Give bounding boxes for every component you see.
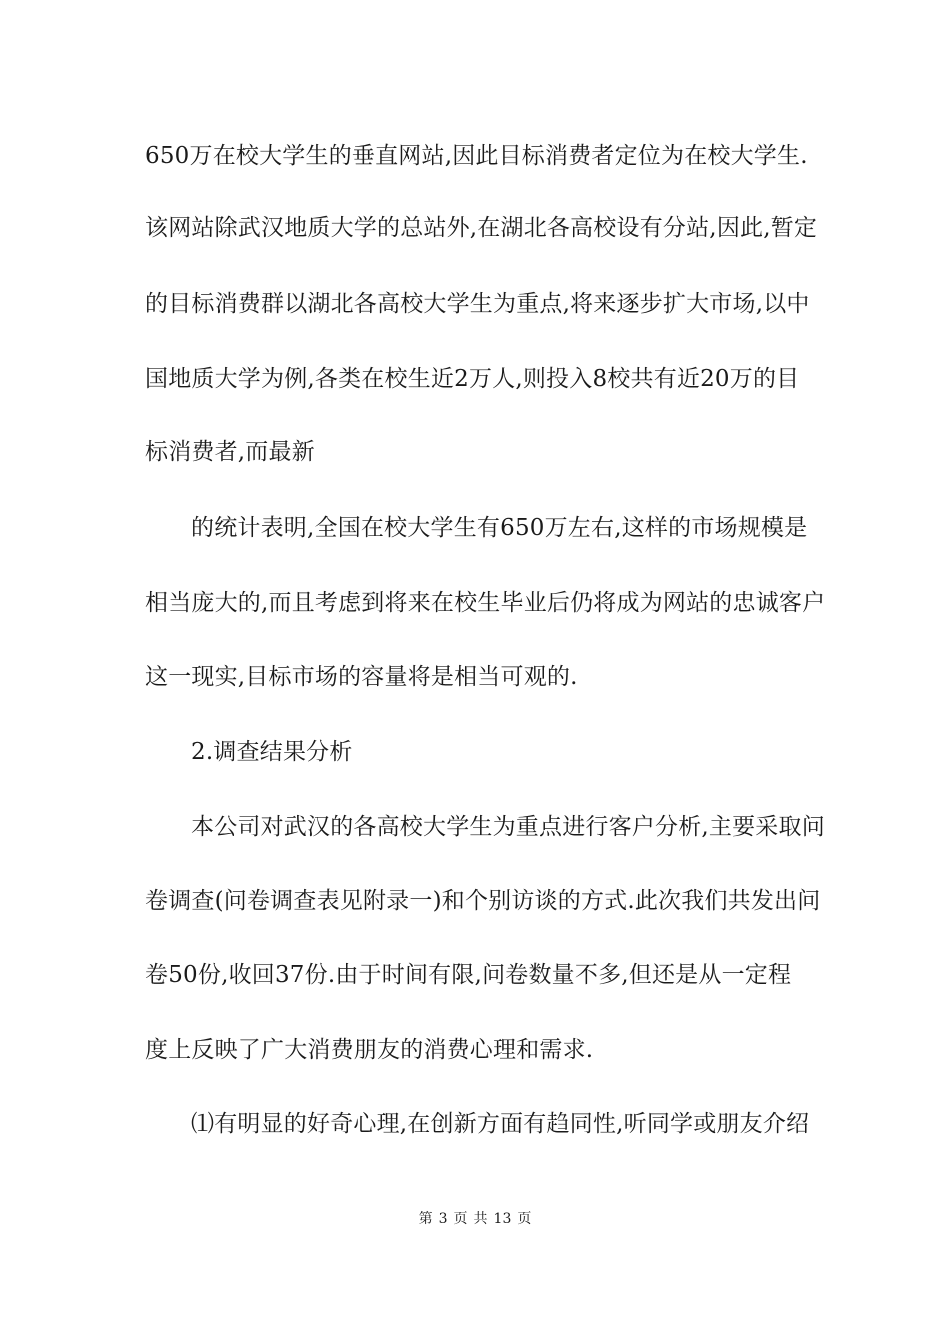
footer-suffix: 页 (517, 1211, 532, 1227)
body-text-line: 国地质大学为例,各类在校生近2万人,则投入8校共有近20万的目 (145, 366, 800, 392)
footer-current-page: 3 (438, 1211, 448, 1227)
body-text-line: 标消费者,而最新 (145, 439, 315, 465)
body-text-line: 的目标消费群以湖北各高校大学生为重点,将来逐步扩大市场,以中 (145, 291, 810, 317)
footer-total-pages: 13 (493, 1211, 512, 1227)
body-text-line: 相当庞大的,而且考虑到将来在校生毕业后仍将成为网站的忠诚客户 (145, 590, 826, 616)
footer-prefix: 第 (418, 1211, 433, 1227)
paragraph-first-line: ⑴有明显的好奇心理,在创新方面有趋同性,听同学或朋友介绍 (191, 1111, 810, 1137)
body-text-line: 650万在校大学生的垂直网站,因此目标消费者定位为在校大学生. (145, 143, 808, 169)
body-text-line: 度上反映了广大消费朋友的消费心理和需求. (145, 1037, 594, 1063)
page-footer (0, 1208, 950, 1228)
footer-page-word: 页 (453, 1211, 468, 1227)
body-text-line: 该网站除武汉地质大学的总站外,在湖北各高校设有分站,因此,暂定 (145, 215, 818, 241)
footer-total-word: 共 (473, 1211, 488, 1227)
section-heading: 2.调查结果分析 (191, 739, 353, 765)
body-text-line: 卷50份,收回37份.由于时间有限,问卷数量不多,但还是从一定程 (145, 962, 792, 988)
paragraph-first-line: 的统计表明,全国在校大学生有650万左右,这样的市场规模是 (191, 515, 808, 541)
body-text-line: 卷调查(问卷调查表见附录一)和个别访谈的方式.此次我们共发出问 (145, 888, 821, 914)
paragraph-first-line: 本公司对武汉的各高校大学生为重点进行客户分析,主要采取问 (191, 814, 825, 840)
body-text-line: 这一现实,目标市场的容量将是相当可观的. (145, 664, 578, 690)
